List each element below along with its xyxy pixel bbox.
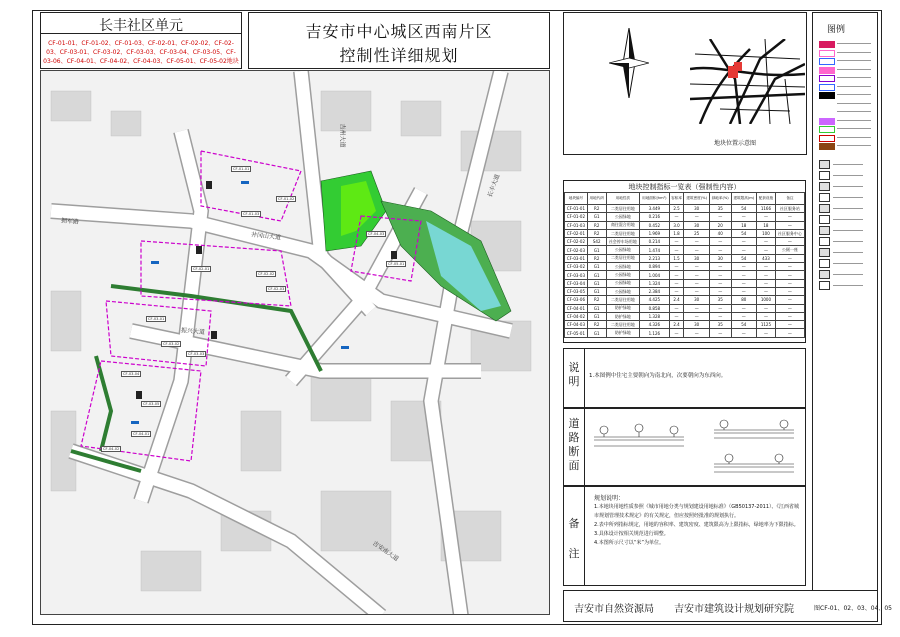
remark-box <box>563 486 806 586</box>
table-cell: 18 <box>731 221 757 229</box>
legend-line <box>833 263 863 264</box>
control-table <box>563 180 806 343</box>
table-header-cell: 备注 <box>775 193 804 205</box>
table-cell: G1 <box>587 213 606 221</box>
table-cell: 社区服务中心 <box>775 229 804 237</box>
table-cell: R2 <box>587 296 606 304</box>
table-cell: 80 <box>731 296 757 304</box>
table-cell: — <box>669 279 684 287</box>
table-cell: — <box>775 287 804 295</box>
table-cell: 社会停车场用地 <box>606 238 639 246</box>
legend-line <box>837 145 871 146</box>
table-cell: — <box>669 304 684 312</box>
remark-line: 4.本图所示尺寸以“米”为单位。 <box>594 540 664 546</box>
table-cell: CF-01-03 <box>565 221 588 229</box>
transformer-icon <box>819 248 830 257</box>
legend-line <box>837 43 871 44</box>
table-row <box>565 287 805 295</box>
legend-line <box>837 94 871 95</box>
legend-line <box>833 175 863 176</box>
table-cell: 1.8 <box>669 229 684 237</box>
title-line1: 吉安市中心城区西南片区 <box>305 22 493 41</box>
table-cell: — <box>684 304 709 312</box>
north-arrow-icon <box>609 28 649 98</box>
table-cell: 二类居住用地 <box>606 254 639 262</box>
block-label: CF-04-02 <box>103 447 120 451</box>
table-cell: 2.213 <box>640 254 670 262</box>
remark-heading: 规划说明： <box>594 495 625 502</box>
table-cell: — <box>731 271 757 279</box>
legend-swatch <box>819 58 835 65</box>
legend-line <box>837 69 871 70</box>
block-label: CF-01-01 <box>233 167 250 171</box>
table-cell: 35 <box>709 205 731 213</box>
location-map <box>690 39 805 124</box>
road-label: 吉州大道 <box>338 123 346 148</box>
block-label: CF-03-04 <box>123 372 140 376</box>
block-label: CF-05-01 <box>388 262 405 266</box>
road-label: 拥军路 <box>60 217 80 226</box>
table-cell: G1 <box>587 271 606 279</box>
table-cell: 54 <box>731 321 757 329</box>
table-cell: 公园绿地 <box>606 271 639 279</box>
table-cell: 30 <box>684 205 709 213</box>
legend-line <box>833 219 863 220</box>
table-cell: — <box>757 246 776 254</box>
table-cell: CF-04-01 <box>565 304 588 312</box>
table-cell: 0.216 <box>640 213 670 221</box>
table-cell: — <box>757 329 776 337</box>
table-cell: 0.452 <box>640 221 670 229</box>
table-header-cell: 用地面积(hm²) <box>640 193 670 205</box>
kindergarten-icon <box>819 270 830 279</box>
table-cell: 40 <box>709 229 731 237</box>
table-row <box>565 246 805 254</box>
table-cell: 4.326 <box>640 321 670 329</box>
table-cell: — <box>669 329 684 337</box>
table-cell: — <box>709 304 731 312</box>
block-label: CF-01-02 <box>278 197 295 201</box>
table-cell: — <box>684 213 709 221</box>
elderly-icon <box>819 237 830 246</box>
table-row <box>565 271 805 279</box>
table-cell: — <box>775 279 804 287</box>
table-cell: 1.969 <box>640 229 670 237</box>
table-cell: 防护绿地 <box>606 304 639 312</box>
legend-line <box>837 77 871 78</box>
table-cell: CF-03-06 <box>565 296 588 304</box>
block-label: CF-03-05 <box>143 402 160 406</box>
block-label: CF-02-03 <box>268 287 285 291</box>
table-cell: 0.858 <box>640 304 670 312</box>
legend-swatch <box>819 126 835 133</box>
table-cell: CF-05-01 <box>565 329 588 337</box>
table-cell: 社区服务站 <box>775 205 804 213</box>
table-cell: — <box>775 312 804 320</box>
map-svg <box>41 71 550 615</box>
table-cell: 防护绿地 <box>606 329 639 337</box>
shuoming-box <box>563 348 806 408</box>
table-header-cell: 容积率 <box>669 193 684 205</box>
table-cell: 1.126 <box>640 329 670 337</box>
table-cell: 1.328 <box>640 312 670 320</box>
table-cell: 25 <box>684 229 709 237</box>
road-label: 吉安南大道 <box>371 539 400 563</box>
table-cell: 54 <box>731 254 757 262</box>
table-cell: 2.5 <box>669 205 684 213</box>
location-box <box>563 12 807 155</box>
table-cell: — <box>731 263 757 271</box>
legend-line <box>833 208 863 209</box>
table-cell: — <box>669 213 684 221</box>
table-cell: — <box>684 279 709 287</box>
table-cell: — <box>709 213 731 221</box>
table-cell: CF-03-04 <box>565 279 588 287</box>
table-cell: — <box>709 246 731 254</box>
table-cell: G1 <box>587 304 606 312</box>
table-cell: — <box>775 304 804 312</box>
legend-line <box>833 230 863 231</box>
table-cell: 二类居住用地 <box>606 205 639 213</box>
table-header-cell: 用地代码 <box>587 193 606 205</box>
table-cell: — <box>731 329 757 337</box>
legend-line <box>837 103 871 104</box>
main-title-box <box>248 12 550 69</box>
table-cell: 3.449 <box>640 205 670 213</box>
block-codes: CF-01-01、CF-01-02、CF-01-03、CF-02-01、CF-02-02、CF-02-03、CF-03-01、CF-03-02、CF-03-03、CF-03-04、CF-03-05、CF-03-06、CF-04-01、CF-04-02、CF-04-03、CF-05-01、CF-05-02地块 <box>43 40 239 65</box>
table-cell: — <box>731 279 757 287</box>
legend-swatch <box>819 92 835 99</box>
table-cell: 公园绿地 <box>606 279 639 287</box>
table-cell: — <box>757 263 776 271</box>
legend-swatch <box>819 75 835 82</box>
table-cell: 2.4 <box>669 321 684 329</box>
table-cell: G1 <box>587 329 606 337</box>
table-cell: — <box>775 271 804 279</box>
table-cell: 30 <box>709 254 731 262</box>
planning-map <box>40 70 550 615</box>
table-cell: — <box>757 271 776 279</box>
table-cell: — <box>775 263 804 271</box>
table-cell: — <box>684 271 709 279</box>
sports-icon <box>819 226 830 235</box>
footer-org2: 吉安市建筑设计规划研究院 <box>674 604 794 615</box>
table-header-cell: 配套设施 <box>757 193 776 205</box>
community-icon <box>819 193 830 202</box>
table-row <box>565 213 805 221</box>
table-cell: — <box>684 246 709 254</box>
table-cell: — <box>709 279 731 287</box>
block-label: CF-02-02 <box>258 272 275 276</box>
table-row <box>565 304 805 312</box>
table-cell: — <box>775 254 804 262</box>
table-cell: — <box>669 271 684 279</box>
road-cross-sections <box>589 412 804 484</box>
table-cell: 4.425 <box>640 296 670 304</box>
table-cell: CF-04-02 <box>565 312 588 320</box>
table-cell: — <box>731 304 757 312</box>
table-cell: 二类居住用地 <box>606 229 639 237</box>
table-cell: 54 <box>731 205 757 213</box>
legend-line <box>833 241 863 242</box>
unit-title-box <box>40 12 242 69</box>
table-cell: 30 <box>684 221 709 229</box>
table-cell: — <box>757 213 776 221</box>
table-row <box>565 238 805 246</box>
table-cell: 1000 <box>757 296 776 304</box>
table-cell: — <box>775 329 804 337</box>
table-row <box>565 254 805 262</box>
legend-line <box>837 60 871 61</box>
table-cell: 二类居住用地 <box>606 296 639 304</box>
remark-line: 1.本地块用地性质参照《城市用地分类与规划建设用地标准》（GB50137-2011）、《江西省城市规划管理技术规定》的有关规定，但应按照经批准的规划执行。 <box>594 504 800 519</box>
table-cell: — <box>684 312 709 320</box>
remark-line: 3.具体设计按相关规范进行调整。 <box>594 531 669 537</box>
legend-swatch <box>819 84 835 91</box>
footer-box <box>563 590 892 622</box>
table-cell: R2 <box>587 221 606 229</box>
table-row <box>565 221 805 229</box>
legend-line <box>833 197 863 198</box>
block-label: CF-01-03 <box>243 212 260 216</box>
table-cell: — <box>669 263 684 271</box>
legend-line <box>837 137 871 138</box>
table-cell: CF-03-05 <box>565 287 588 295</box>
table-cell: — <box>684 329 709 337</box>
parking-icon <box>819 182 830 191</box>
legend-swatch <box>819 135 835 142</box>
table-row <box>565 312 805 320</box>
footer-org1: 吉安市自然资源局 <box>574 604 654 615</box>
table-cell: — <box>757 312 776 320</box>
table-cell: 2.4 <box>669 296 684 304</box>
table-cell: — <box>669 246 684 254</box>
road-label: 长丰大道 <box>486 173 502 199</box>
table-header-cell: 建筑限高(m) <box>731 193 757 205</box>
table-header-cell: 地块编号 <box>565 193 588 205</box>
table-cell: — <box>684 263 709 271</box>
table-cell: — <box>757 287 776 295</box>
table-cell: 54 <box>731 229 757 237</box>
road-label: 井冈山大道 <box>250 231 282 242</box>
table-row <box>565 321 805 329</box>
table-cell: 商住混合用地 <box>606 221 639 229</box>
table-cell: — <box>731 238 757 246</box>
road-label: 振兴大道 <box>180 326 206 337</box>
table-cell: — <box>709 238 731 246</box>
table-header-cell: 用地性质 <box>606 193 639 205</box>
bus-stop-icon <box>819 160 830 169</box>
table-cell: CF-02-03 <box>565 246 588 254</box>
block-label: CF-02-01 <box>193 267 210 271</box>
table-cell: 30 <box>684 296 709 304</box>
table-cell: CF-01-02 <box>565 213 588 221</box>
table-cell: G1 <box>587 312 606 320</box>
table-cell: 1125 <box>757 321 776 329</box>
table-cell: — <box>684 238 709 246</box>
table-title: 地块控制指标一览表（强制性内容） <box>628 183 741 191</box>
table-cell: 30 <box>684 254 709 262</box>
table-cell: — <box>731 213 757 221</box>
table-cell: R2 <box>587 205 606 213</box>
table-cell: G1 <box>587 263 606 271</box>
table-cell: — <box>669 312 684 320</box>
table-cell: G1 <box>587 287 606 295</box>
table-row <box>565 296 805 304</box>
table-cell: — <box>775 296 804 304</box>
hospital-icon <box>819 204 830 213</box>
block-label: CF-03-03 <box>188 352 205 356</box>
legend-swatch <box>819 50 835 57</box>
table-cell: 30 <box>684 321 709 329</box>
table-cell: — <box>757 279 776 287</box>
block-label: CF-03-02 <box>163 342 180 346</box>
culture-icon <box>819 215 830 224</box>
table-cell: 公园绿地 <box>606 246 639 254</box>
block-label: CF-04-03 <box>368 232 385 236</box>
legend-line <box>837 120 871 121</box>
remark-lines <box>594 503 799 548</box>
table-cell: — <box>731 312 757 320</box>
unit-title: 长丰社区单元 <box>99 18 183 34</box>
table-cell: 防护绿地 <box>606 312 639 320</box>
location-caption: 地块位置示意图 <box>714 140 757 147</box>
table-cell: CF-03-03 <box>565 271 588 279</box>
block-label: CF-03-01 <box>148 317 165 321</box>
legend-line <box>833 285 863 286</box>
legend-box <box>812 12 878 604</box>
legend-swatch <box>819 118 835 125</box>
legend-line <box>833 164 863 165</box>
table-cell: — <box>775 321 804 329</box>
table-cell: R2 <box>587 321 606 329</box>
table-cell: 1.004 <box>640 271 670 279</box>
table-cell: 1166 <box>757 205 776 213</box>
remark-label: 备注 <box>568 517 580 560</box>
table-row <box>565 263 805 271</box>
table-cell: — <box>669 287 684 295</box>
table-cell: CF-01-01 <box>565 205 588 213</box>
table-row <box>565 229 805 237</box>
legend-swatch <box>819 143 835 150</box>
remark-line: 2.表中所列指标规定，用地的容积率、建筑密度、建筑限高为上限指标，绿地率为下限指标。 <box>594 522 799 528</box>
table-cell: 100 <box>757 229 776 237</box>
legend-line <box>833 252 863 253</box>
table-cell: 1.474 <box>640 246 670 254</box>
table-cell: 0.894 <box>640 263 670 271</box>
table-cell: CF-03-01 <box>565 254 588 262</box>
table-cell: S42 <box>587 238 606 246</box>
legend-title: 图例 <box>827 25 846 35</box>
table-cell: 1.324 <box>640 279 670 287</box>
table-cell: 35 <box>709 321 731 329</box>
table-cell: 433 <box>757 254 776 262</box>
table-cell: 18 <box>757 221 776 229</box>
table-cell: — <box>775 213 804 221</box>
table-cell: CF-03-02 <box>565 263 588 271</box>
shuoming-label: 说明 <box>568 361 580 388</box>
road-section-box <box>563 408 806 486</box>
table-cell: 二类居住用地 <box>606 321 639 329</box>
gas-icon <box>819 259 830 268</box>
legend-swatch <box>819 67 835 74</box>
table-cell: 公园绿地 <box>606 213 639 221</box>
table-row <box>565 279 805 287</box>
table-grid <box>564 192 805 338</box>
legend-line <box>833 274 863 275</box>
table-cell: 20 <box>709 221 731 229</box>
table-cell: CF-04-03 <box>565 321 588 329</box>
table-cell: — <box>757 238 776 246</box>
table-cell: — <box>709 329 731 337</box>
table-cell: — <box>775 238 804 246</box>
table-cell: — <box>709 263 731 271</box>
table-cell: 公园绿地 <box>606 263 639 271</box>
table-cell: — <box>731 246 757 254</box>
table-cell: R2 <box>587 229 606 237</box>
table-cell: 35 <box>709 296 731 304</box>
table-cell: 公厕一座 <box>775 246 804 254</box>
table-row <box>565 329 805 337</box>
shuoming-text: 1.本图例中住宅主要朝向为南北向，次要朝向为东西向。 <box>589 373 727 379</box>
table-cell: 2.384 <box>640 287 670 295</box>
table-row <box>565 205 805 213</box>
table-cell: G1 <box>587 246 606 254</box>
table-cell: 3.0 <box>669 221 684 229</box>
road-section-label: 道路断面 <box>568 417 580 472</box>
table-cell: CF-02-02 <box>565 238 588 246</box>
table-header-cell: 绿地率(%) <box>709 193 731 205</box>
table-cell: — <box>684 287 709 295</box>
legend-swatch <box>819 101 835 108</box>
block-label: CF-04-01 <box>133 432 150 436</box>
table-cell: — <box>709 271 731 279</box>
table-cell: — <box>709 287 731 295</box>
school-icon <box>819 281 830 290</box>
table-cell: 0.214 <box>640 238 670 246</box>
table-cell: — <box>731 287 757 295</box>
table-cell: 公园绿地 <box>606 287 639 295</box>
table-cell: G1 <box>587 279 606 287</box>
table-cell: R2 <box>587 254 606 262</box>
toilet-icon <box>819 171 830 180</box>
legend-line <box>837 52 871 53</box>
table-cell: — <box>669 238 684 246</box>
legend-swatch <box>819 41 835 48</box>
table-cell: — <box>775 221 804 229</box>
legend-line <box>837 128 871 129</box>
title-line2: 控制性详细规划 <box>339 46 459 65</box>
table-header-cell: 建筑密度(%) <box>684 193 709 205</box>
table-cell: CF-02-01 <box>565 229 588 237</box>
table-cell: — <box>757 304 776 312</box>
legend-line <box>837 86 871 87</box>
footer-drawing-no: 图CF-01、02、03、04、05 <box>814 605 892 612</box>
legend-line <box>833 186 863 187</box>
legend-swatch <box>819 109 835 116</box>
table-cell: — <box>709 312 731 320</box>
table-cell: 1.5 <box>669 254 684 262</box>
legend-line <box>837 111 871 112</box>
